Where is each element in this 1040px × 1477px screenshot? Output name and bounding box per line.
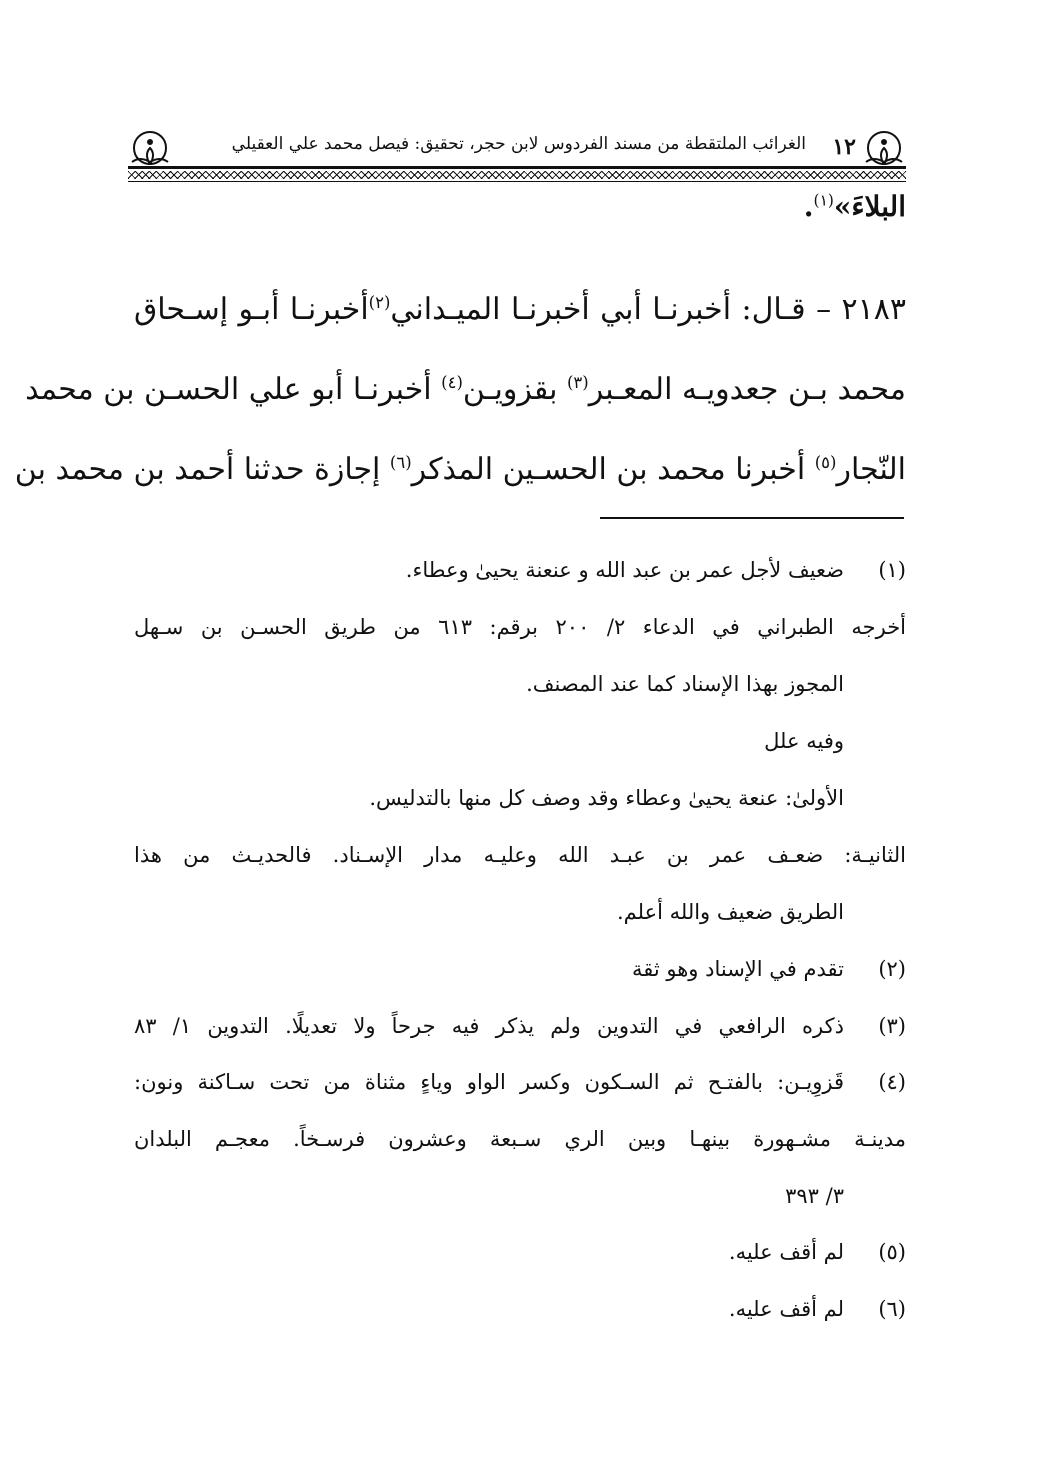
- footnote-1-line-7: الطريق ضعيف والله أعلم.: [616, 900, 844, 924]
- header-rule-thin: [128, 181, 906, 182]
- footnote-1-line-4: وفيه علل: [764, 729, 844, 753]
- footnote-ref: (٣): [566, 373, 589, 392]
- footnote-4-line-2: مدينـة مشـهورة بينهـا وبين الري سـبعة وعشرون فرسـخاً. معجـم البلدان: [134, 1127, 906, 1151]
- footnote-separator: [600, 517, 904, 519]
- hadith-line-2: محمد بـن جعدويـه المعـبر$^{(٣)}$ بقزويـن$^{(٤)}$ أخبرنـا أبو علي الحسـن بن محمد: [25, 372, 906, 407]
- footnote-number: (٦): [878, 1297, 906, 1321]
- footnote-3: (٣)ذكره الرافعي في التدوين ولم يذكر فيه جرحاً ولا تعديلًا. التدوين ١/ ٨٣: [134, 1014, 906, 1038]
- footnote-1-line-6: الثانيـة: ضعـف عمر بن عبـد الله وعليـه مدار الإسـناد. فالحديـث من هذا: [134, 843, 906, 867]
- footnote-4-line-3: ٣/ ٣٩٣: [785, 1184, 844, 1208]
- footnote-ref: (٦): [389, 453, 412, 472]
- header-ornamental-band: [128, 171, 906, 179]
- footnote-1-line-5: الأولىٰ: عنعة يحيىٰ وعطاء وقد وصف كل منها بالتدليس.: [369, 786, 844, 810]
- left-ornament-icon: [128, 128, 172, 168]
- footnote-4: (٤)قَزوِيـن: بالفتـح ثم السـكون وكسر الواو وياءٍ مثناة من تحت سـاكنة ونون:: [134, 1070, 906, 1094]
- footnote-1-line-3: المجوز بهذا الإسناد كما عند المصنف.: [526, 672, 844, 696]
- running-title: الغرائب الملتقطة من مسند الفردوس لابن حجر، تحقيق: فيصل محمد علي العقيلي: [231, 134, 806, 154]
- right-ornament-icon: [862, 128, 906, 168]
- footnote-number: (١): [878, 558, 906, 582]
- footnote-5: (٥)لم أقف عليه.: [728, 1240, 906, 1264]
- footnote-6: (٦)لم أقف عليه.: [728, 1297, 906, 1321]
- footnote-number: (٢): [878, 957, 906, 981]
- footnote-1: (١)ضعيف لأجل عمر بن عبد الله و عنعنة يحيىٰ وعطاء.: [405, 558, 906, 582]
- footnote-2: (٢)تقدم في الإسناد وهو ثقة: [631, 957, 906, 981]
- footnote-number: (٤): [878, 1070, 906, 1094]
- footnote-ref: (٤): [441, 373, 463, 392]
- footnote-1-line-2: أخرجه الطبراني في الدعاء ٢/ ٢٠٠ برقم: ٦١٣ من طريق الحسـن بن سـهل: [134, 615, 907, 639]
- carry-over-text: البلاءَ»$^{(١)}$.: [803, 190, 906, 223]
- hadith-line-1: ٢١٨٣ – قـال: أخبرنـا أبي أخبرنـا الميـداني$^{(٢)}$أخبرنـا أبـو إسـحاق: [134, 292, 906, 327]
- header-rule: [128, 166, 906, 169]
- footnote-ref: (١): [813, 191, 834, 210]
- footnote-number: (٥): [878, 1240, 906, 1264]
- footnote-ref: (٥): [814, 453, 837, 472]
- page-header: [128, 120, 906, 184]
- hadith-line-3: النّجار$^{(٥)}$ أخبرنا محمد بن الحسـين المذكر$^{(٦)}$ إجازة حدثنا أحمد بن محمد بن: [14, 452, 906, 487]
- footnote-ref: (٢): [368, 293, 391, 312]
- page-number: ١٢: [832, 134, 856, 160]
- footnote-number: (٣): [878, 1014, 906, 1038]
